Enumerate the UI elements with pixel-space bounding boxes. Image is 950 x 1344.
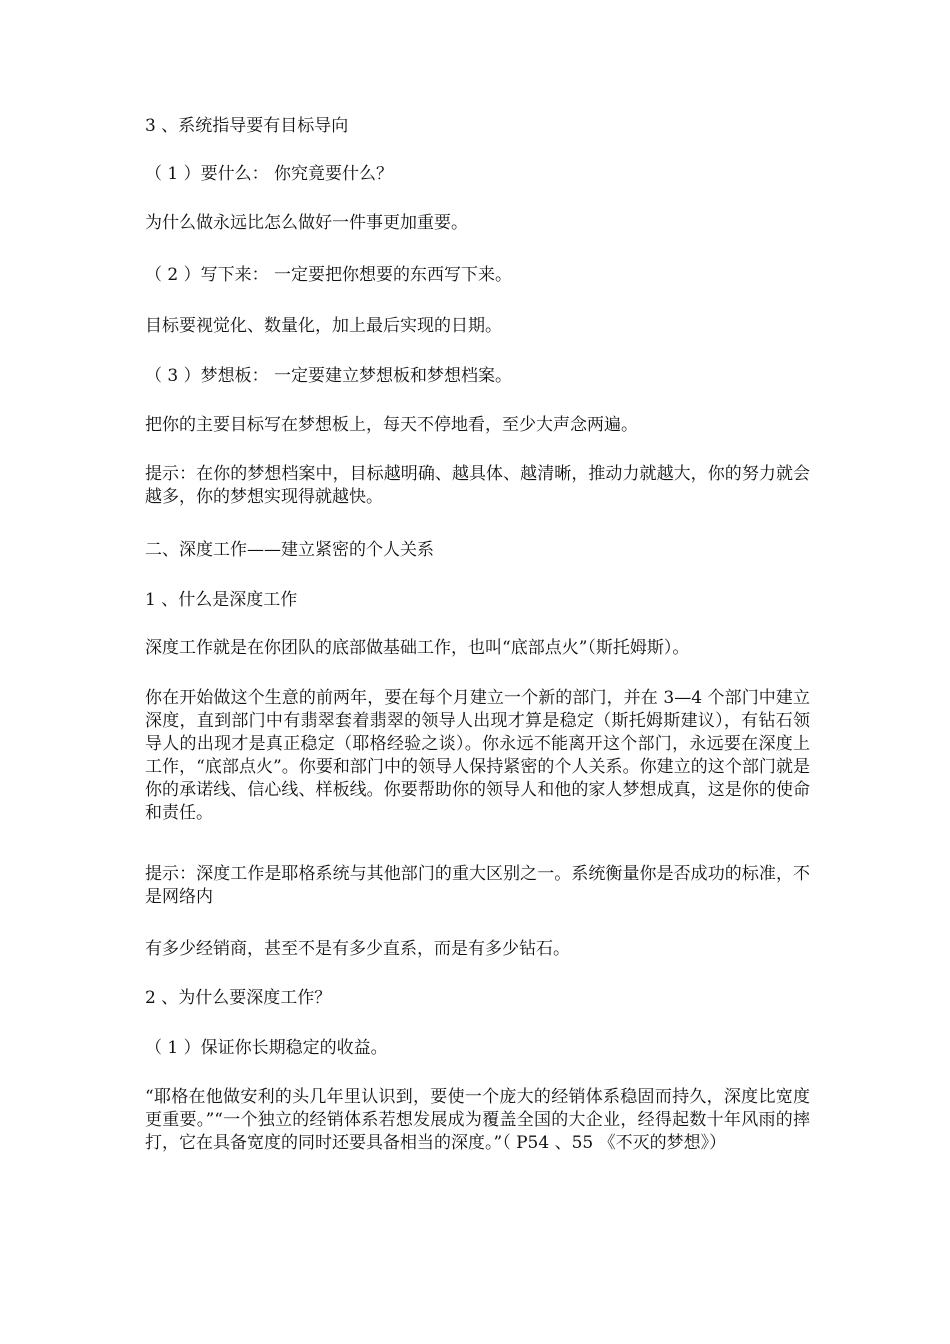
tip-deep-work-difference: 提示：深度工作是耶格系统与其他部门的重大区别之一。系统衡量你是否成功的标准，不是网络内 [145,864,810,907]
item-what-to-want: （ 1 ）要什么： 你究竟要什么？ [145,164,394,184]
heading-why-deep-work: 2 、为什么要深度工作？ [145,988,332,1008]
item-stable-income: （ 1 ）保证你长期稳定的收益。 [145,1038,388,1058]
item-write-down: （ 2 ）写下来： 一定要把你想要的东西写下来。 [145,265,513,285]
heading-deep-work: 二、深度工作——建立紧密的个人关系 [145,540,434,560]
paragraph-how-many-diamonds: 有多少经销商，甚至不是有多少直系，而是有多少钻石。 [145,939,570,959]
tip-dream-file: 提示：在你的梦想档案中，目标越明确、越具体、越清晰，推动力就越大，你的努力就会越多，你的梦想实现得就越快。 [145,464,810,507]
quote-unquenchable-dream: “耶格在他做安利的头几年里认识到，要使一个庞大的经销体系稳固而持久，深度比宽度更重要。”“一个独立的经销体系若想发展成为覆盖全国的大企业，经得起数十年风雨的摔打，它在具备宽度的同时还要具备相当的深度。”（ P54 、55 《不灭的梦想》） [145,1087,810,1153]
paragraph-first-two-years: 你在开始做这个生意的前两年，要在每个月建立一个新的部门，并在 3—4 个部门中建立深度，直到部门中有翡翠套着翡翠的领导人出现才算是稳定（斯托姆斯建议），有钻石领导人的出现才是真正稳定（耶格经验之谈）。你永远不能离开这个部门，永远要在深度上工作，“底部点火”。你要和部门中的领导人保持紧密的个人关系。你建立的这个部门就是你的承诺线、信心线、样板线。你要帮助你的领导人和他的家人梦想成真，这是你的使命和责任。 [145,688,810,823]
paragraph-deep-work-definition: 深度工作就是在你团队的底部做基础工作，也叫“底部点火”（斯托姆斯）。 [145,638,690,658]
heading-what-is-deep-work: 1 、什么是深度工作 [145,590,298,610]
heading-goal-orientation: 3 、系统指导要有目标导向 [145,116,349,136]
paragraph-why-over-how: 为什么做永远比怎么做好一件事更加重要。 [145,213,468,233]
item-dream-board: （ 3 ）梦想板： 一定要建立梦想板和梦想档案。 [145,366,513,386]
paragraph-visualize-goals: 目标要视觉化、数量化，加上最后实现的日期。 [145,316,502,336]
paragraph-dream-board-usage: 把你的主要目标写在梦想板上，每天不停地看，至少大声念两遍。 [145,415,638,435]
